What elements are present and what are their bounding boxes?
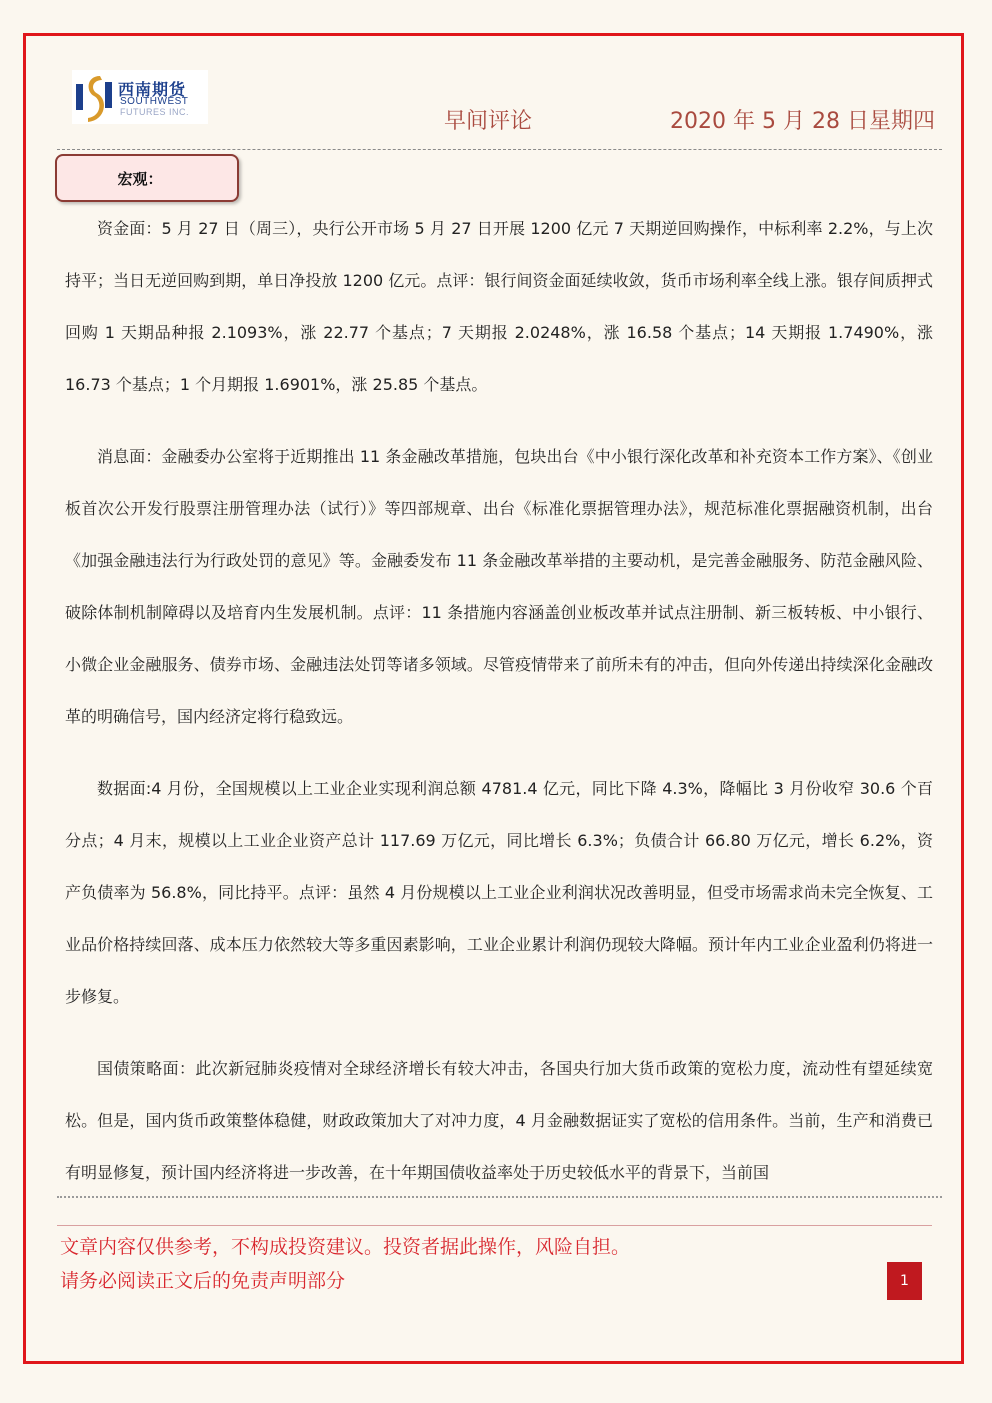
paragraph-news: 消息面：金融委办公室将于近期推出 11 条金融改革措施，包块出台《中小银行深化改革和补充资本工作方案》、《创业板首次公开发行股票注册管理办法（试行）》等四部规章、出台《标准化票据管理办法》，规范标准化票据融资机制，出台《加强金融违法行为行政处罚的意见》等。金融委发布 11 条金融改革举措的主要动机，是完善金融服务、防范金融风险、破除体制机制障碍以及培育内生发展机制。点评：11 条措施内容涵盖创业板改革并试点注册制、新三板转板、中小银行、小微企业金融服务、债券市场、金融违法处罚等诸多领域。尽管疫情带来了前所未有的冲击，但向外传递出持续深化金融改革的明确信号，国内经济定将行稳致远。 <box>65 447 933 726</box>
company-logo <box>72 70 208 124</box>
paragraph-data: 数据面:4 月份，全国规模以上工业企业实现利润总额 4781.4 亿元，同比下降 4.3%，降幅比 3 月份收窄 30.6 个百分点；4 月末，规模以上工业企业资产总计 117.69 万亿元，同比增长 6.3%；负债合计 66.80 万亿元，增长 6.2%，资产负债率为 56.8%，同比持平。点评：虽然 4 月份规模以上工业企业利润状况改善明显，但受市场需求尚未完全恢复、工业品价格持续回落、成本压力依然较大等多重因素影响，工业企业累计利润仍现较大降幅。预计年内工业企业盈利仍将进一步修复。 <box>65 779 933 1006</box>
header-divider <box>57 149 942 150</box>
report-title: 早间评论 <box>444 109 533 134</box>
disclaimer-line-1: 文章内容仅供参考，不构成投资建议。投资者据此操作，风险自担。 <box>60 1236 631 1258</box>
page-number-badge: 1 <box>887 1262 922 1300</box>
body-bottom-divider <box>57 1196 942 1198</box>
paragraph-treasury-strategy: 国债策略面：此次新冠肺炎疫情对全球经济增长有较大冲击，各国央行加大货币政策的宽松力度，流动性有望延续宽松。但是，国内货币政策整体稳健，财政政策加大了对冲力度，4 月金融数据证实了宽松的信用条件。当前，生产和消费已有明显修复，预计国内经济将进一步改善，在十年期国债收益率处于历史较低水平的背景下，当前国 <box>65 1059 933 1182</box>
logo-english-text: SOUTHWEST <box>120 96 189 107</box>
footer-divider <box>57 1225 932 1226</box>
disclaimer-line-2: 请务必阅读正文后的免责声明部分 <box>60 1270 346 1292</box>
report-date: 2020 年 5 月 28 日星期四 <box>670 109 935 134</box>
report-body <box>65 203 933 1219</box>
logo-chinese-text: 西南期货 <box>118 80 187 99</box>
section-heading-macro <box>55 154 239 202</box>
logo-mark-icon <box>72 70 116 124</box>
logo-english-subtext: FUTURES INC. <box>120 107 189 117</box>
section-heading-label: 宏观： <box>117 169 163 188</box>
paragraph-funding: 资金面：5 月 27 日（周三），央行公开市场 5 月 27 日开展 1200 亿元 7 天期逆回购操作，中标利率 2.2%，与上次持平；当日无逆回购到期，单日净投放 1200 亿元。点评：银行间资金面延续收敛，货币市场利率全线上涨。银存间质押式回购 1 天期品种报 2.1093%，涨 22.77 个基点；7 天期报 2.0248%，涨 16.58 个基点；14 天期报 1.7490%，涨 16.73 个基点；1 个月期报 1.6901%，涨 25.85 个基点。 <box>65 219 933 394</box>
disclaimer <box>60 1230 630 1298</box>
